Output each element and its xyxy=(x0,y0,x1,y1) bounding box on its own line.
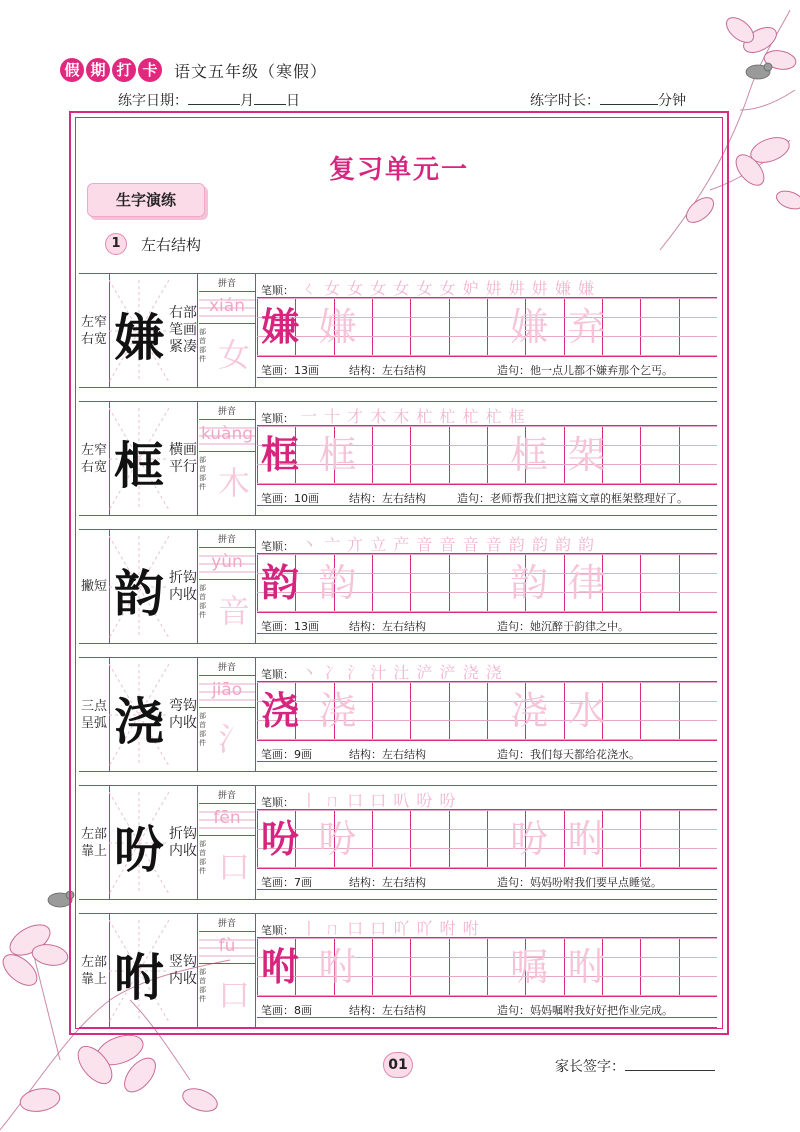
practice-cell[interactable] xyxy=(372,426,410,484)
stroke-order-label: 笔顺： xyxy=(261,284,294,297)
divider xyxy=(255,786,256,899)
practice-cell[interactable] xyxy=(640,682,678,740)
radical-box xyxy=(199,836,255,896)
stroke-order-line xyxy=(257,916,717,938)
stroke-count: 笔画：13画 xyxy=(261,620,319,633)
practice-cell[interactable] xyxy=(449,554,487,612)
practice-row xyxy=(79,401,717,516)
structure-note: 撇短 xyxy=(80,579,107,594)
practice-cell[interactable] xyxy=(602,426,640,484)
radical-char: 女 xyxy=(217,336,250,374)
practice-cell[interactable] xyxy=(602,682,640,740)
divider xyxy=(197,658,198,771)
trace-char: 嫌 xyxy=(510,305,549,349)
radical-box xyxy=(199,708,255,768)
section-tag: 生字演练 xyxy=(87,183,205,217)
divider xyxy=(255,658,256,771)
radical-box xyxy=(199,580,255,640)
pinyin-text: fēn xyxy=(213,808,241,828)
practice-cell[interactable] xyxy=(449,810,487,868)
trace-char: 韵 xyxy=(510,561,549,605)
trace-char: 水 xyxy=(567,689,606,733)
char-info-line xyxy=(257,484,717,506)
structure-type: 结构：左右结构 xyxy=(349,492,426,505)
structure-note: 左窄右宽 xyxy=(80,442,107,475)
model-char-box xyxy=(109,536,169,638)
writing-tip: 竖钩内收 xyxy=(169,953,197,987)
structure-note: 左部靠上 xyxy=(80,826,107,859)
pinyin-label: 拼音 xyxy=(199,532,255,548)
writing-tip: 横画平行 xyxy=(169,441,197,475)
day-blank[interactable] xyxy=(254,91,286,105)
radical-box xyxy=(199,324,255,384)
worksheet-frame xyxy=(69,111,729,1035)
practice-cell[interactable] xyxy=(679,298,717,356)
model-char-box xyxy=(109,280,169,382)
model-char: 韵 xyxy=(114,564,164,623)
radical-char: 木 xyxy=(217,464,250,502)
practice-cell[interactable] xyxy=(410,298,448,356)
practice-cell[interactable] xyxy=(449,938,487,996)
practice-cell[interactable] xyxy=(602,938,640,996)
practice-cell[interactable] xyxy=(679,938,717,996)
char-info-line xyxy=(257,740,717,762)
pinyin-text: fù xyxy=(218,936,236,956)
stroke-order-line xyxy=(257,532,717,554)
trace-char: 吩 xyxy=(510,817,549,861)
page-number: 01 xyxy=(383,1052,413,1078)
grid-guide-line xyxy=(257,682,717,683)
practice-cell[interactable] xyxy=(410,426,448,484)
radical-label: 部首部件 xyxy=(199,584,206,619)
practice-cell[interactable] xyxy=(679,682,717,740)
stroke-count: 笔画：13画 xyxy=(261,364,319,377)
stroke-order-sequence: 丶 亠 亣 立 产 音 音 音 音 韵 韵 韵 韵 xyxy=(301,535,596,554)
month-label: 月 xyxy=(240,93,254,109)
model-char-box xyxy=(109,408,169,510)
practice-cell[interactable] xyxy=(640,938,678,996)
stroke-count: 笔画：10画 xyxy=(261,492,319,505)
model-char-box xyxy=(109,792,169,894)
example-char: 韵 xyxy=(261,560,300,605)
example-sentence: 造句：他一点儿都不嫌弃那个乞丐。 xyxy=(497,364,673,377)
stroke-order-label: 笔顺： xyxy=(261,796,294,809)
practice-cell[interactable] xyxy=(602,554,640,612)
example-char: 咐 xyxy=(261,944,300,989)
structure-type: 结构：左右结构 xyxy=(349,748,426,761)
writing-tip: 右部笔画紧凑 xyxy=(169,305,197,355)
example-char: 框 xyxy=(261,432,300,477)
subject-label: 语文五年级（寒假） xyxy=(174,61,328,81)
char-info-line xyxy=(257,356,717,378)
model-char-box xyxy=(109,664,169,766)
pinyin-label: 拼音 xyxy=(199,916,255,932)
trace-char: 框 xyxy=(510,433,549,477)
practice-cell[interactable] xyxy=(372,938,410,996)
grid-guide-line xyxy=(257,938,717,939)
stroke-order-line xyxy=(257,660,717,682)
example-sentence: 造句：妈妈嘱咐我好好把作业完成。 xyxy=(497,1004,673,1017)
sign-blank[interactable] xyxy=(625,1057,715,1071)
practice-cell[interactable] xyxy=(679,426,717,484)
subsection-number: 1 xyxy=(105,233,127,255)
radical-box xyxy=(199,452,255,512)
stroke-order-sequence: 丶 冫 氵 汁 汢 浐 浐 浇 浇 xyxy=(301,663,503,682)
practice-cell[interactable] xyxy=(372,298,410,356)
practice-cell[interactable] xyxy=(449,426,487,484)
practice-cell[interactable] xyxy=(640,810,678,868)
stroke-order-label: 笔顺： xyxy=(261,412,294,425)
trace-char: 韵 xyxy=(318,561,357,605)
trace-char: 律 xyxy=(567,561,606,605)
trace-char: 咐 xyxy=(567,817,606,861)
practice-cell[interactable] xyxy=(372,554,410,612)
stroke-order-sequence: 丨 ㄇ 口 口 吖 吖 咐 咐 xyxy=(301,919,480,938)
pinyin-text: yùn xyxy=(211,552,243,572)
divider xyxy=(197,786,198,899)
pinyin-box xyxy=(199,420,255,452)
radical-label: 部首部件 xyxy=(199,328,206,363)
stroke-count: 笔画：8画 xyxy=(261,1004,312,1017)
stroke-order-sequence: ㄑ 女 女 女 女 女 女 妒 妌 妌 妌 嫌 嫌 xyxy=(301,279,596,298)
structure-type: 结构：左右结构 xyxy=(349,364,426,377)
stroke-order-label: 笔顺： xyxy=(261,668,294,681)
practice-row xyxy=(79,785,717,900)
practice-cell[interactable] xyxy=(602,810,640,868)
radical-char: 音 xyxy=(217,592,250,630)
example-sentence: 造句：老师帮我们把这篇文章的框架整理好了。 xyxy=(457,492,688,505)
char-info-line xyxy=(257,612,717,634)
divider xyxy=(255,402,256,515)
practice-cell[interactable] xyxy=(679,810,717,868)
pinyin-label: 拼音 xyxy=(199,788,255,804)
model-char: 咐 xyxy=(114,948,164,1007)
example-char: 嫌 xyxy=(261,304,300,349)
time-unit: 分钟 xyxy=(658,93,686,109)
char-info-line xyxy=(257,868,717,890)
practice-grid xyxy=(257,554,717,612)
practice-cell[interactable] xyxy=(372,810,410,868)
trace-char: 吩 xyxy=(318,817,357,861)
pinyin-box xyxy=(199,548,255,580)
practice-cell[interactable] xyxy=(640,298,678,356)
writing-tip: 折钩内收 xyxy=(169,569,197,603)
structure-type: 结构：左右结构 xyxy=(349,620,426,633)
divider xyxy=(197,914,198,1027)
practice-grid xyxy=(257,810,717,868)
stroke-order-sequence: 一 十 才 木 木 杧 杧 杧 杧 框 xyxy=(301,407,526,426)
pinyin-text: xián xyxy=(209,296,245,316)
stroke-order-label: 笔顺： xyxy=(261,924,294,937)
practice-date xyxy=(118,90,300,110)
brand-char: 卡 xyxy=(138,58,162,82)
radical-label: 部首部件 xyxy=(199,712,206,747)
trace-char: 弃 xyxy=(567,305,606,349)
example-sentence: 造句：我们每天都给花浇水。 xyxy=(497,748,640,761)
divider xyxy=(255,530,256,643)
example-char: 吩 xyxy=(261,816,300,861)
pinyin-box xyxy=(199,932,255,964)
date-blank[interactable] xyxy=(188,91,240,105)
parent-signature xyxy=(555,1056,715,1076)
practice-cell[interactable] xyxy=(372,682,410,740)
radical-label: 部首部件 xyxy=(199,456,206,491)
divider xyxy=(197,530,198,643)
trace-char: 嘱 xyxy=(510,945,549,989)
pinyin-text: jiāo xyxy=(211,680,243,700)
brand-char: 假 xyxy=(60,58,84,82)
pinyin-box xyxy=(199,804,255,836)
practice-duration xyxy=(530,90,686,110)
trace-char: 浇 xyxy=(318,689,357,733)
model-char: 嫌 xyxy=(114,308,164,367)
grid-guide-line xyxy=(257,554,717,555)
model-char: 吩 xyxy=(114,820,164,879)
writing-tip: 折钩内收 xyxy=(169,825,197,859)
trace-char: 架 xyxy=(567,433,606,477)
pinyin-label: 拼音 xyxy=(199,660,255,676)
radical-label: 部首部件 xyxy=(199,840,206,875)
writing-tip: 弯钩内收 xyxy=(169,697,197,731)
structure-type: 结构：左右结构 xyxy=(349,1004,426,1017)
time-label: 练字时长： xyxy=(530,93,600,109)
sign-label: 家长签字： xyxy=(555,1059,625,1075)
pinyin-box xyxy=(199,676,255,708)
model-char: 浇 xyxy=(114,692,164,751)
subsection-title: 左右结构 xyxy=(141,236,202,254)
pinyin-label: 拼音 xyxy=(199,276,255,292)
grid-guide-line xyxy=(257,426,717,427)
stroke-order-line xyxy=(257,276,717,298)
stroke-order-label: 笔顺： xyxy=(261,540,294,553)
practice-row xyxy=(79,529,717,644)
practice-row xyxy=(79,273,717,388)
practice-grid xyxy=(257,682,717,740)
practice-cell[interactable] xyxy=(449,682,487,740)
stroke-order-line xyxy=(257,788,717,810)
practice-cell[interactable] xyxy=(410,810,448,868)
grid-guide-line xyxy=(257,810,717,811)
divider xyxy=(255,274,256,387)
pinyin-box xyxy=(199,292,255,324)
practice-cell[interactable] xyxy=(410,938,448,996)
practice-cell[interactable] xyxy=(640,554,678,612)
practice-cell[interactable] xyxy=(602,298,640,356)
stroke-count: 笔画：7画 xyxy=(261,876,312,889)
divider xyxy=(255,914,256,1027)
radical-char: 口 xyxy=(217,976,250,1014)
structure-note: 三点呈弧 xyxy=(80,698,107,731)
page-title: 复习单元一 xyxy=(328,155,469,185)
brand-banner xyxy=(60,58,327,82)
radical-char: 口 xyxy=(217,848,250,886)
radical-char: 氵 xyxy=(217,720,250,758)
practice-cell[interactable] xyxy=(410,682,448,740)
practice-row xyxy=(79,657,717,772)
practice-cell[interactable] xyxy=(410,554,448,612)
structure-type: 结构：左右结构 xyxy=(349,876,426,889)
radical-box xyxy=(199,964,255,1024)
trace-char: 咐 xyxy=(567,945,606,989)
practice-row xyxy=(79,913,717,1028)
radical-label: 部首部件 xyxy=(199,968,206,1003)
practice-cell[interactable] xyxy=(449,298,487,356)
divider xyxy=(197,274,198,387)
brand-char: 期 xyxy=(86,58,110,82)
stroke-order-line xyxy=(257,404,717,426)
structure-note: 左窄右宽 xyxy=(80,314,107,347)
example-sentence: 造句：妈妈吩咐我们要早点睡觉。 xyxy=(497,876,662,889)
pinyin-label: 拼音 xyxy=(199,404,255,420)
practice-cell[interactable] xyxy=(679,554,717,612)
trace-char: 浇 xyxy=(510,689,549,733)
trace-char: 框 xyxy=(318,433,357,477)
grid-guide-line xyxy=(257,298,717,299)
practice-cell[interactable] xyxy=(640,426,678,484)
example-char: 浇 xyxy=(261,688,300,733)
date-label: 练字日期： xyxy=(118,93,188,109)
trace-char: 咐 xyxy=(318,945,357,989)
brand-char: 打 xyxy=(112,58,136,82)
stroke-count: 笔画：9画 xyxy=(261,748,312,761)
trace-char: 嫌 xyxy=(318,305,357,349)
stroke-order-sequence: 丨 ㄇ 口 口 叭 吩 吩 xyxy=(301,791,457,810)
example-sentence: 造句：她沉醉于韵律之中。 xyxy=(497,620,629,633)
time-blank[interactable] xyxy=(600,91,658,105)
structure-note: 左部靠上 xyxy=(80,954,107,987)
practice-grid xyxy=(257,938,717,996)
pinyin-text: kuàng xyxy=(200,424,254,444)
practice-grid xyxy=(257,298,717,356)
divider xyxy=(197,402,198,515)
practice-grid xyxy=(257,426,717,484)
model-char: 框 xyxy=(114,436,164,495)
char-info-line xyxy=(257,996,717,1018)
model-char-box xyxy=(109,920,169,1022)
day-label: 日 xyxy=(286,93,300,109)
